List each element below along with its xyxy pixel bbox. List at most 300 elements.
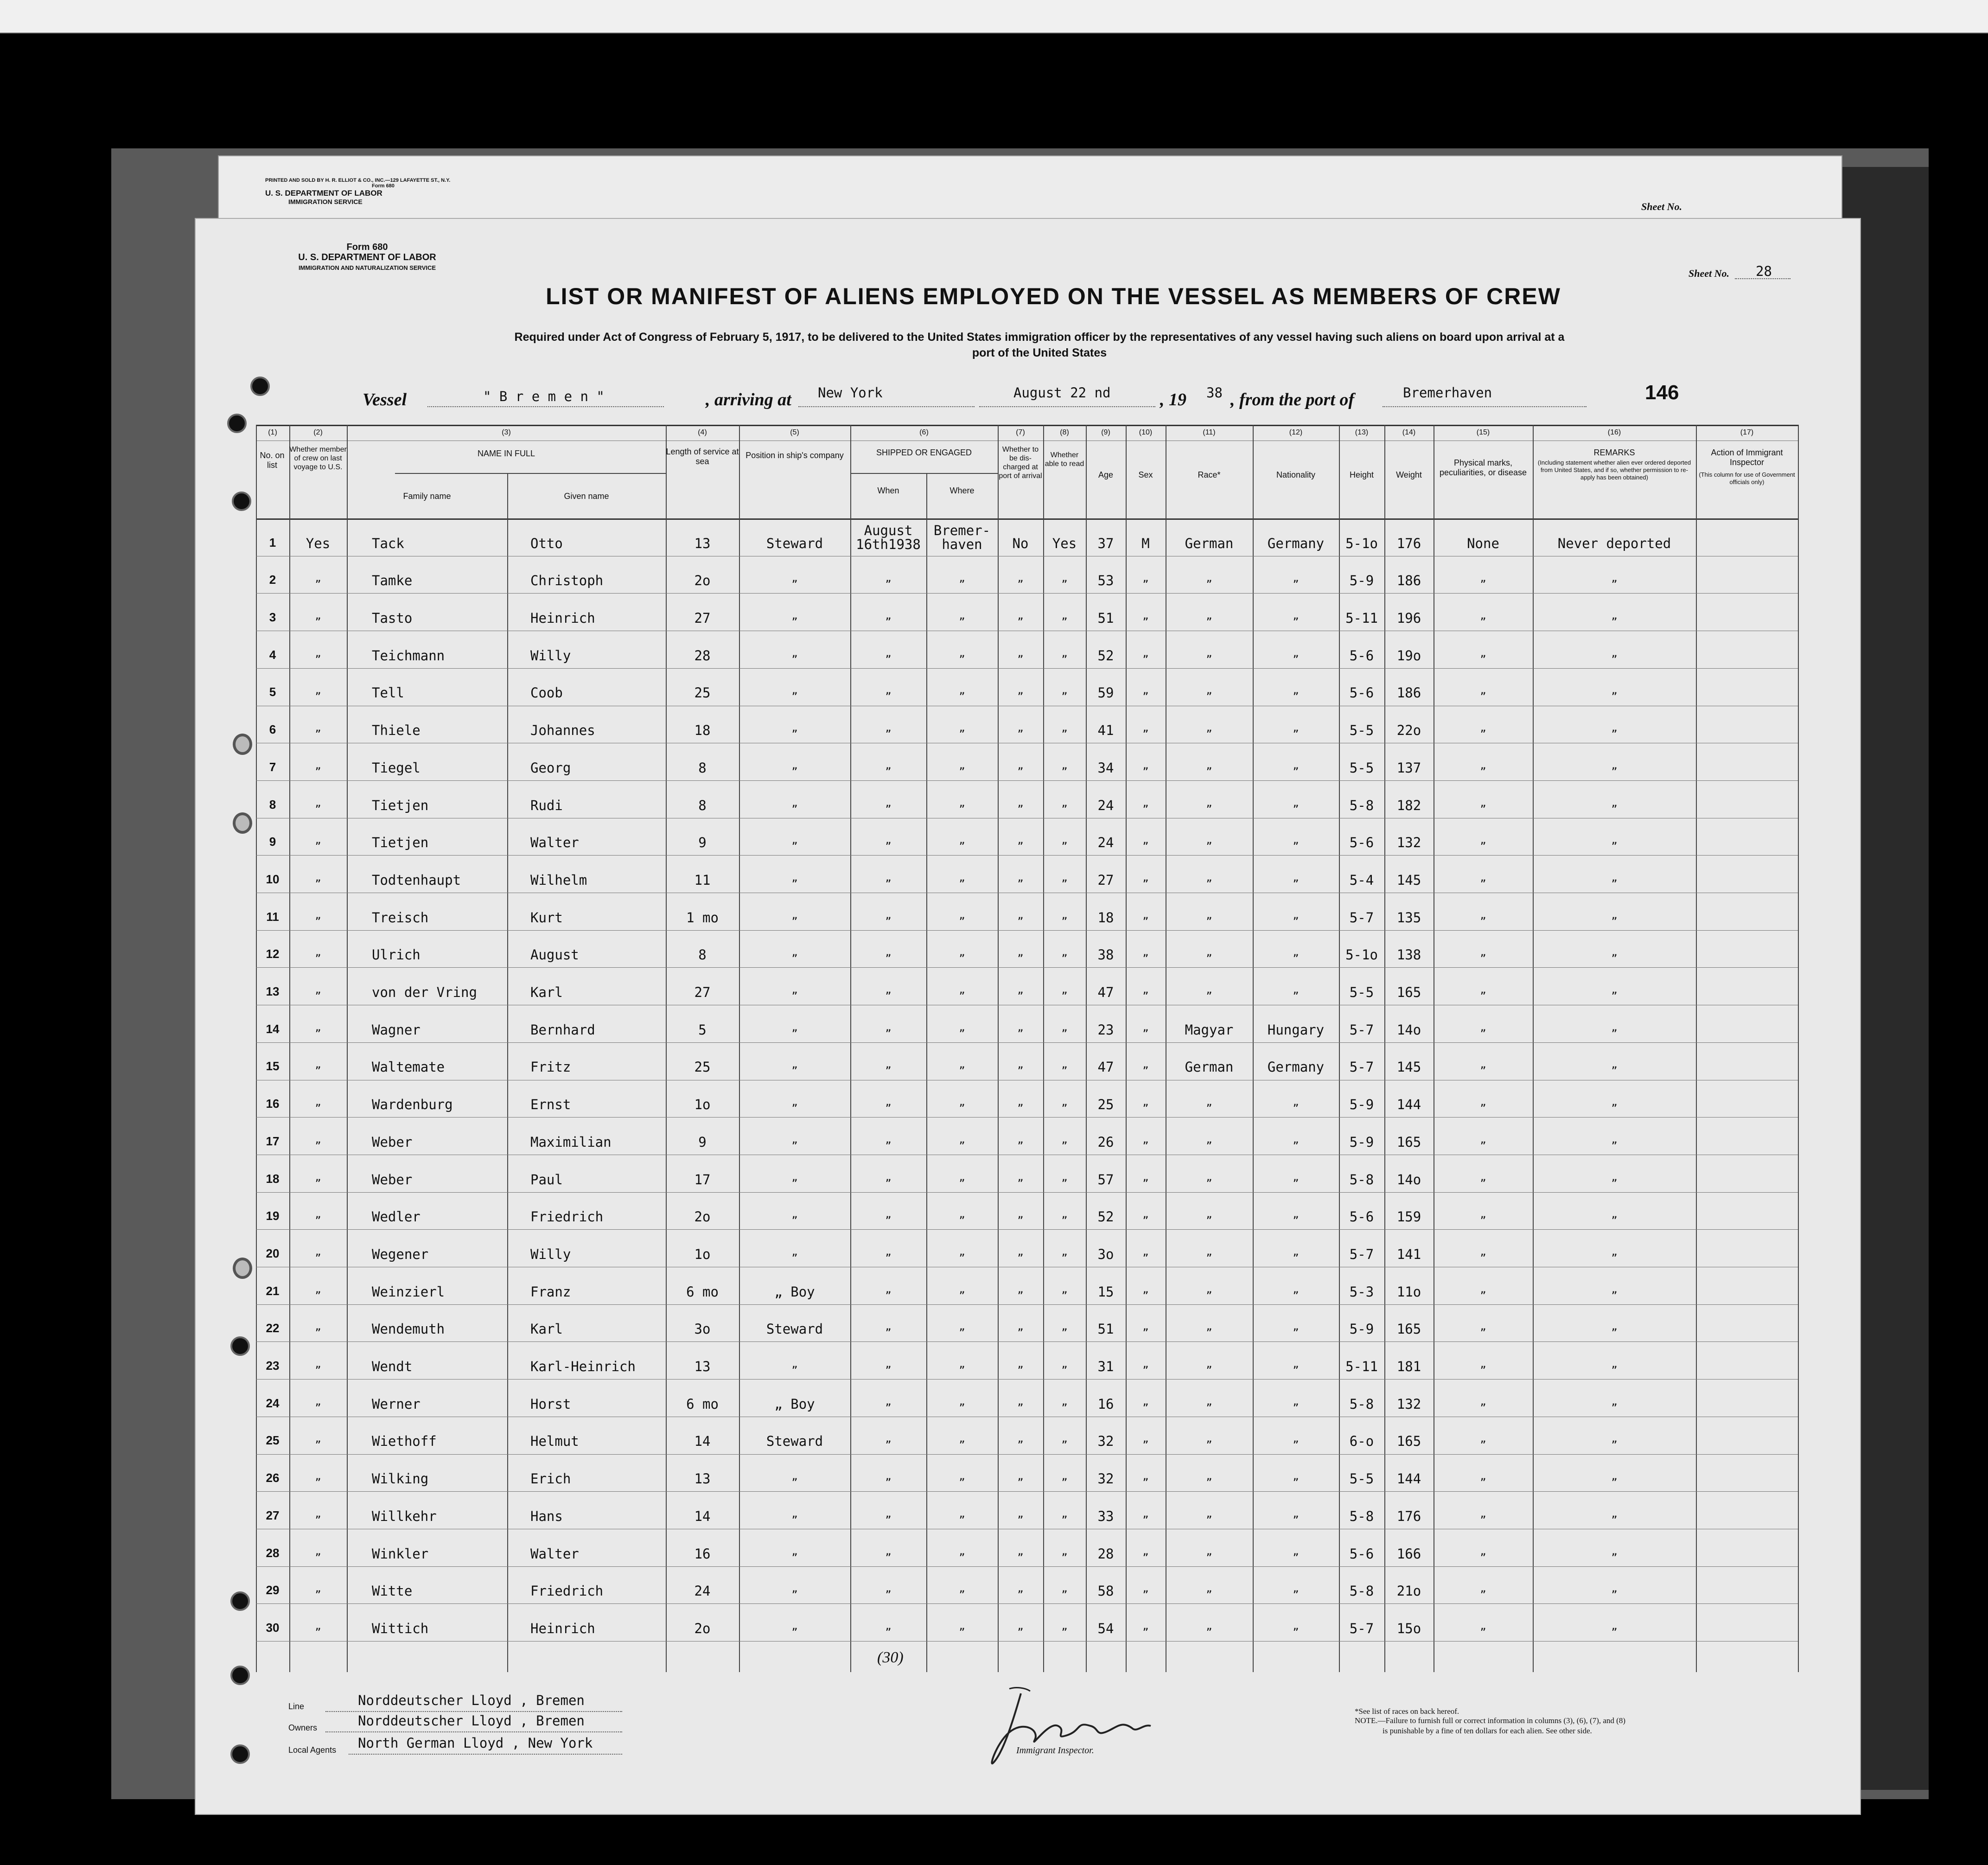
nationality-ditto: „ xyxy=(1293,1171,1299,1183)
header-discharged: Whether to be dis- charged at port of arrival xyxy=(999,446,1042,480)
crew-ditto: „ xyxy=(315,1620,321,1632)
crew-ditto: „ xyxy=(315,1508,321,1520)
race-ditto: „ xyxy=(1206,797,1212,809)
sex-ditto: „ xyxy=(1142,909,1149,921)
race-ditto: „ xyxy=(1206,947,1212,959)
column-divider xyxy=(1798,425,1799,1672)
where-ditto: „ xyxy=(959,984,965,996)
when-ditto: „ xyxy=(885,1359,892,1371)
table-row xyxy=(256,967,1798,1005)
owners-value: Norddeutscher Lloyd , Bremen xyxy=(358,1713,585,1729)
age: 52 xyxy=(1097,647,1114,664)
physical-ditto: „ xyxy=(1480,984,1486,996)
table-row xyxy=(256,631,1798,668)
read-ditto: „ xyxy=(1061,1433,1068,1445)
when-ditto: „ xyxy=(885,1433,892,1445)
sex-ditto: „ xyxy=(1142,1433,1149,1445)
where-ditto: „ xyxy=(959,760,965,772)
discharged-ditto: „ xyxy=(1017,797,1024,809)
when-ditto: „ xyxy=(885,685,892,697)
punch-hole xyxy=(250,377,270,396)
physical-ditto: „ xyxy=(1480,909,1486,921)
table-row xyxy=(256,518,1798,556)
subtitle-line-1: Required under Act of Congress of February 5, 1917, to be delivered to the United States immigration officer by the representatives of any vessel having such aliens on board upon arrival at a xyxy=(514,331,1565,344)
table-row xyxy=(256,556,1798,594)
discharged-ditto: „ xyxy=(1017,1508,1024,1520)
punch-hole xyxy=(230,1336,250,1356)
nationality-ditto: „ xyxy=(1293,1321,1299,1333)
when-ditto: „ xyxy=(885,1171,892,1183)
race-ditto: „ xyxy=(1206,872,1212,884)
discharged-ditto: „ xyxy=(1017,1284,1024,1296)
race: German xyxy=(1185,1059,1234,1075)
table-row xyxy=(256,1379,1798,1417)
given-name: Heinrich xyxy=(530,610,595,626)
age: 58 xyxy=(1097,1583,1114,1599)
crew-ditto: „ xyxy=(315,760,321,772)
family-name: Winkler xyxy=(372,1546,429,1562)
height: 5-9 xyxy=(1349,1097,1374,1113)
row-number: 2 xyxy=(269,573,276,587)
nationality: Germany xyxy=(1267,535,1325,551)
family-name: Weinzierl xyxy=(372,1284,445,1300)
weight: 14o xyxy=(1396,1171,1421,1188)
discharged-ditto: „ xyxy=(1017,1022,1024,1034)
family-name: Treisch xyxy=(372,909,429,926)
weight: 22o xyxy=(1396,722,1421,739)
family-name: Tiegel xyxy=(372,760,421,776)
read-ditto: „ xyxy=(1061,1022,1068,1034)
crew-ditto: „ xyxy=(315,1546,321,1558)
given-name: Coob xyxy=(530,685,563,701)
printer-line: PRINTED AND SOLD BY H. R. ELLIOT & CO., INC.—129 LAFAYETTE ST., N.Y. xyxy=(265,178,451,183)
height: 5-6 xyxy=(1349,685,1374,701)
family-name: Tack xyxy=(372,535,404,551)
family-name: Wagner xyxy=(372,1022,421,1038)
table-row xyxy=(256,668,1798,706)
crew-ditto: „ xyxy=(315,947,321,959)
where-ditto: „ xyxy=(959,685,965,697)
height: 5-6 xyxy=(1349,1209,1374,1225)
discharged-ditto: „ xyxy=(1017,984,1024,996)
sex-ditto: „ xyxy=(1142,1284,1149,1296)
remarks-ditto: „ xyxy=(1611,797,1618,809)
crew-ditto: „ xyxy=(315,1246,321,1258)
row-number: 27 xyxy=(266,1508,280,1522)
punch-hole xyxy=(230,1744,250,1764)
row-number: 9 xyxy=(269,835,276,849)
read-ditto: „ xyxy=(1061,1097,1068,1109)
given-name: Bernhard xyxy=(530,1022,595,1038)
race-ditto: „ xyxy=(1206,722,1212,735)
height: 5-11 xyxy=(1345,610,1378,626)
discharged-ditto: „ xyxy=(1017,947,1024,959)
height: 5-5 xyxy=(1349,984,1374,1001)
height: 5-7 xyxy=(1349,1059,1374,1075)
physical-ditto: „ xyxy=(1480,573,1486,585)
crew-ditto: „ xyxy=(315,1321,321,1333)
column-number: (2) xyxy=(313,428,323,436)
position-ditto: „ xyxy=(791,722,798,735)
position-ditto: „ xyxy=(791,1508,798,1520)
crew-ditto: „ xyxy=(315,722,321,735)
length-of-service: 25 xyxy=(694,1059,711,1075)
height: 5-3 xyxy=(1349,1284,1374,1300)
shipped-subheader-line xyxy=(850,473,998,474)
family-name: Tietjen xyxy=(372,797,429,813)
remarks-ditto: „ xyxy=(1611,909,1618,921)
page-title: LIST OR MANIFEST OF ALIENS EMPLOYED ON THE VESSEL AS MEMBERS OF CREW xyxy=(546,283,1561,309)
length-of-service: 16 xyxy=(694,1546,711,1562)
physical-ditto: „ xyxy=(1480,1246,1486,1258)
weight: 182 xyxy=(1396,797,1421,813)
read-ditto: „ xyxy=(1061,685,1068,697)
position: Steward xyxy=(766,1321,823,1337)
nationality-ditto: „ xyxy=(1293,685,1299,697)
column-number: (16) xyxy=(1607,428,1621,436)
shipped-where: Bremer- xyxy=(933,522,991,538)
sex-ditto: „ xyxy=(1142,1134,1149,1146)
crew-ditto: „ xyxy=(315,685,321,697)
where-ditto: „ xyxy=(959,1209,965,1221)
family-name: Werner xyxy=(372,1396,421,1412)
where-ditto: „ xyxy=(959,835,965,847)
column-number: (12) xyxy=(1289,428,1303,436)
age: 33 xyxy=(1097,1508,1114,1524)
subtitle-line-2: port of the United States xyxy=(972,346,1107,359)
physical-ditto: „ xyxy=(1480,1059,1486,1071)
physical-ditto: „ xyxy=(1480,722,1486,735)
nationality: Germany xyxy=(1267,1059,1325,1075)
under-service: IMMIGRATION SERVICE xyxy=(288,198,363,205)
agents-label: Local Agents xyxy=(288,1745,337,1755)
length-of-service: 2o xyxy=(694,573,711,589)
punch-hole xyxy=(227,414,247,433)
crew-ditto: „ xyxy=(315,1209,321,1221)
line-label: Line xyxy=(288,1702,305,1711)
physical-ditto: „ xyxy=(1480,1321,1486,1333)
height: 5-7 xyxy=(1349,1620,1374,1636)
age: 53 xyxy=(1097,573,1114,589)
race-ditto: „ xyxy=(1206,1471,1212,1483)
when-ditto: „ xyxy=(885,1546,892,1558)
height: 5-9 xyxy=(1349,1134,1374,1150)
able-to-read: Yes xyxy=(1052,535,1077,551)
given-name: Horst xyxy=(530,1396,571,1412)
position-ditto: „ xyxy=(791,947,798,959)
weight: 196 xyxy=(1396,610,1421,626)
remarks-ditto: „ xyxy=(1611,984,1618,996)
position-ditto: „ xyxy=(791,1546,798,1558)
when-ditto: „ xyxy=(885,947,892,959)
sex-ditto: „ xyxy=(1142,610,1149,622)
position-ditto: „ xyxy=(791,909,798,921)
height: 5-7 xyxy=(1349,1022,1374,1038)
position-ditto: „ xyxy=(791,610,798,622)
where-ditto: „ xyxy=(959,1546,965,1558)
sex-ditto: „ xyxy=(1142,1620,1149,1632)
race: Magyar xyxy=(1185,1022,1234,1038)
position-ditto: „ xyxy=(791,835,798,847)
length-of-service: 2o xyxy=(694,1209,711,1225)
given-name: Georg xyxy=(530,760,571,776)
crew-ditto: „ xyxy=(315,1022,321,1034)
race: German xyxy=(1185,535,1234,551)
header-inspector-detail: (This column for use of Government officials only) xyxy=(1699,471,1795,485)
sex-ditto: „ xyxy=(1142,1246,1149,1258)
ring-hole xyxy=(233,812,252,834)
given-name: Johannes xyxy=(530,722,595,739)
table-row xyxy=(256,1341,1798,1379)
sex-ditto: „ xyxy=(1142,872,1149,884)
header-position: Position in ship's company xyxy=(746,451,844,460)
physical-ditto: „ xyxy=(1480,647,1486,659)
given-name: Paul xyxy=(530,1171,563,1188)
column-number: (8) xyxy=(1060,428,1069,436)
race-ditto: „ xyxy=(1206,1171,1212,1183)
nationality-ditto: „ xyxy=(1293,1134,1299,1146)
race-ditto: „ xyxy=(1206,835,1212,847)
length-of-service: 6 mo xyxy=(686,1284,719,1300)
length-of-service: 1 mo xyxy=(686,909,719,926)
when-ditto: „ xyxy=(885,797,892,809)
vessel-line xyxy=(427,406,664,407)
row-number: 28 xyxy=(266,1546,280,1560)
row-number: 14 xyxy=(266,1022,280,1036)
owners-label: Owners xyxy=(288,1723,318,1732)
nationality-ditto: „ xyxy=(1293,1583,1299,1595)
header-sex: Sex xyxy=(1138,470,1153,479)
when-ditto: „ xyxy=(885,984,892,996)
header-nationality: Nationality xyxy=(1276,470,1316,479)
year-prefix: , 19 xyxy=(1160,390,1186,409)
nationality-ditto: „ xyxy=(1293,1396,1299,1408)
when-ditto: „ xyxy=(885,573,892,585)
where-ditto: „ xyxy=(959,722,965,735)
height: 5-4 xyxy=(1349,872,1374,888)
race-ditto: „ xyxy=(1206,573,1212,585)
table-row xyxy=(256,855,1798,893)
when-ditto: „ xyxy=(885,1022,892,1034)
sex-ditto: „ xyxy=(1142,647,1149,659)
remarks: Never deported xyxy=(1557,535,1671,551)
when-ditto: „ xyxy=(885,835,892,847)
header-shipped-engaged: SHIPPED OR ENGAGED xyxy=(876,448,972,457)
header-remarks: REMARKS xyxy=(1593,448,1635,457)
position-ditto: „ xyxy=(791,1059,798,1071)
table-row xyxy=(256,593,1798,631)
age: 32 xyxy=(1097,1471,1114,1487)
position-ditto: „ xyxy=(791,984,798,996)
length-of-service: 13 xyxy=(694,1471,711,1487)
weight: 144 xyxy=(1396,1471,1421,1487)
read-ditto: „ xyxy=(1061,573,1068,585)
read-ditto: „ xyxy=(1061,797,1068,809)
table-row xyxy=(256,706,1798,743)
nationality-ditto: „ xyxy=(1293,835,1299,847)
when-ditto: „ xyxy=(885,760,892,772)
remarks-ditto: „ xyxy=(1611,1284,1618,1296)
remarks-ditto: „ xyxy=(1611,1246,1618,1258)
top-light-strip xyxy=(0,0,1988,32)
header-able-to-read: Whether able to read xyxy=(1045,451,1084,468)
given-name: Friedrich xyxy=(530,1209,604,1225)
read-ditto: „ xyxy=(1061,1171,1068,1183)
length-of-service: 13 xyxy=(694,1359,711,1375)
height: 5-7 xyxy=(1349,909,1374,926)
weight: 137 xyxy=(1396,760,1421,776)
sex-ditto: „ xyxy=(1142,835,1149,847)
position-ditto: „ xyxy=(791,647,798,659)
discharged: No xyxy=(1012,535,1029,551)
race-ditto: „ xyxy=(1206,1620,1212,1632)
column-number: (15) xyxy=(1476,428,1490,436)
age: 34 xyxy=(1097,760,1114,776)
remarks-ditto: „ xyxy=(1611,1433,1618,1445)
physical-ditto: „ xyxy=(1480,1508,1486,1520)
nationality-ditto: „ xyxy=(1293,1620,1299,1632)
discharged-ditto: „ xyxy=(1017,1059,1024,1071)
read-ditto: „ xyxy=(1061,760,1068,772)
length-of-service: 24 xyxy=(694,1583,711,1599)
race-ditto: „ xyxy=(1206,1583,1212,1595)
table-row xyxy=(256,1155,1798,1192)
remarks-ditto: „ xyxy=(1611,1097,1618,1109)
table-row xyxy=(256,893,1798,930)
sex-ditto: „ xyxy=(1142,1471,1149,1483)
when-ditto: „ xyxy=(885,1134,892,1146)
given-name: Walter xyxy=(530,835,579,851)
nationality-ditto: „ xyxy=(1293,573,1299,585)
crew-ditto: „ xyxy=(315,835,321,847)
discharged-ditto: „ xyxy=(1017,1209,1024,1221)
header-physical-marks: Physical marks, peculiarities, or disease xyxy=(1439,458,1527,477)
date-line xyxy=(979,406,1155,407)
age: 47 xyxy=(1097,984,1114,1001)
physical-ditto: „ xyxy=(1480,797,1486,809)
read-ditto: „ xyxy=(1061,947,1068,959)
column-number: (3) xyxy=(502,428,511,436)
page-stamp: 146 xyxy=(1645,381,1679,404)
sex-ditto: „ xyxy=(1142,1059,1149,1071)
table-row xyxy=(256,1005,1798,1042)
when-ditto: „ xyxy=(885,1620,892,1632)
read-ditto: „ xyxy=(1061,1209,1068,1221)
read-ditto: „ xyxy=(1061,909,1068,921)
physical-ditto: „ xyxy=(1480,1209,1486,1221)
agents-value: North German Lloyd , New York xyxy=(358,1735,593,1751)
remarks-ditto: „ xyxy=(1611,1583,1618,1595)
crew-ditto: „ xyxy=(315,1171,321,1183)
row-number: 13 xyxy=(266,984,280,999)
read-ditto: „ xyxy=(1061,1508,1068,1520)
position-ditto: „ xyxy=(791,1134,798,1146)
row-number: 4 xyxy=(269,647,276,662)
discharged-ditto: „ xyxy=(1017,1471,1024,1483)
row-number: 23 xyxy=(266,1359,280,1373)
discharged-ditto: „ xyxy=(1017,573,1024,585)
table-row xyxy=(256,1267,1798,1304)
where-ditto: „ xyxy=(959,797,965,809)
when-ditto: „ xyxy=(885,610,892,622)
nationality-ditto: „ xyxy=(1293,647,1299,659)
ring-hole xyxy=(233,734,252,755)
height: 5-1o xyxy=(1345,947,1378,963)
length-of-service: 28 xyxy=(694,647,711,664)
column-number: (13) xyxy=(1355,428,1369,436)
weight: 165 xyxy=(1396,1433,1421,1450)
penalty-note-1: NOTE.—Failure to furnish full or correct information in columns (3), (6), (7), and (8) xyxy=(1355,1716,1625,1725)
remarks-ditto: „ xyxy=(1611,1171,1618,1183)
race-ditto: „ xyxy=(1206,685,1212,697)
age: 51 xyxy=(1097,610,1114,626)
remarks-ditto: „ xyxy=(1611,685,1618,697)
arriving-label: , arriving at xyxy=(706,390,791,409)
nationality-ditto: „ xyxy=(1293,1284,1299,1296)
where-ditto: „ xyxy=(959,1359,965,1371)
vessel-label: Vessel xyxy=(363,390,407,409)
height: 5-8 xyxy=(1349,797,1374,813)
crew-ditto: „ xyxy=(315,1134,321,1146)
weight: 159 xyxy=(1396,1209,1421,1225)
age: 37 xyxy=(1097,535,1114,551)
discharged-ditto: „ xyxy=(1017,1546,1024,1558)
row-number: 18 xyxy=(266,1171,280,1186)
age: 47 xyxy=(1097,1059,1114,1075)
sex-ditto: „ xyxy=(1142,1022,1149,1034)
weight: 132 xyxy=(1396,1396,1421,1412)
discharged-ditto: „ xyxy=(1017,1620,1024,1632)
row-number: 16 xyxy=(266,1097,280,1111)
discharged-ditto: „ xyxy=(1017,760,1024,772)
race-ditto: „ xyxy=(1206,1134,1212,1146)
when-ditto: „ xyxy=(885,722,892,735)
when-ditto: „ xyxy=(885,1059,892,1071)
when-ditto: „ xyxy=(885,909,892,921)
read-ditto: „ xyxy=(1061,1134,1068,1146)
where-ditto: „ xyxy=(959,573,965,585)
read-ditto: „ xyxy=(1061,1359,1068,1371)
table-row xyxy=(256,930,1798,968)
position-ditto: „ xyxy=(791,1022,798,1034)
weight: 144 xyxy=(1396,1097,1421,1113)
height: 5-11 xyxy=(1345,1359,1378,1375)
sheet-no-line xyxy=(1735,278,1790,279)
nationality-ditto: „ xyxy=(1293,722,1299,735)
given-name: Hans xyxy=(530,1508,563,1524)
from-label: , from the port of xyxy=(1230,390,1355,409)
service: IMMIGRATION AND NATURALIZATION SERVICE xyxy=(298,264,436,271)
nationality-ditto: „ xyxy=(1293,1471,1299,1483)
age: 23 xyxy=(1097,1022,1114,1038)
physical-ditto: „ xyxy=(1480,1171,1486,1183)
family-name: Waltemate xyxy=(372,1059,445,1075)
header-age: Age xyxy=(1098,470,1114,479)
line-value: Norddeutscher Lloyd , Bremen xyxy=(358,1693,585,1708)
family-name: Weber xyxy=(372,1134,413,1150)
crew-ditto: „ xyxy=(315,909,321,921)
length-of-service: 8 xyxy=(698,947,707,963)
nationality-ditto: „ xyxy=(1293,947,1299,959)
table-row xyxy=(256,1491,1798,1529)
row-number: 17 xyxy=(266,1134,280,1148)
family-name: Willkehr xyxy=(372,1508,437,1524)
arrival-year: 38 xyxy=(1206,385,1223,401)
crew-ditto: „ xyxy=(315,573,321,585)
nationality-ditto: „ xyxy=(1293,760,1299,772)
weight: 165 xyxy=(1396,1321,1421,1337)
column-number: (17) xyxy=(1740,428,1754,436)
